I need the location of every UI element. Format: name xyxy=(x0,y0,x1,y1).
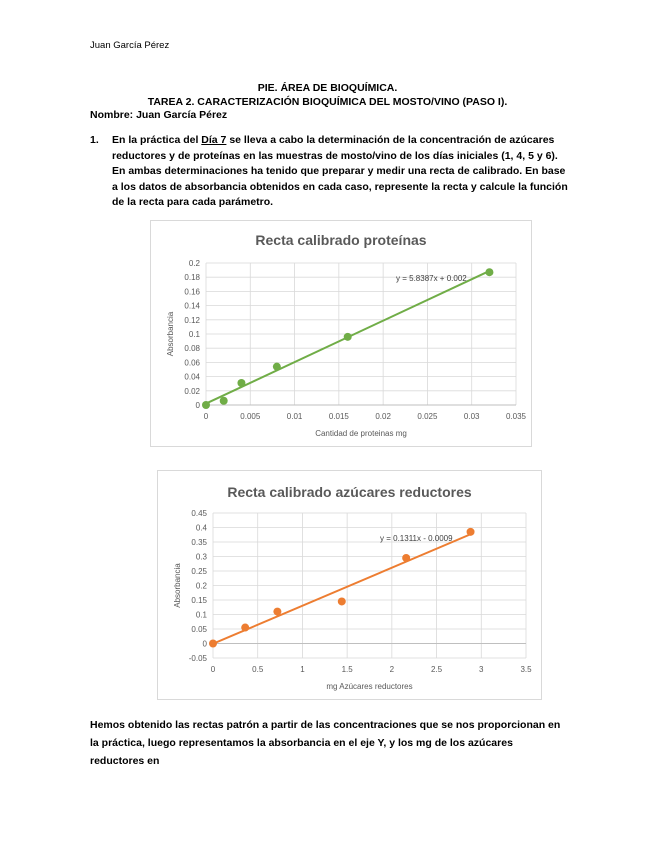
y-tick-label: 0.16 xyxy=(184,287,200,297)
page-header-author: Juan García Pérez xyxy=(90,40,170,51)
chart-proteinas xyxy=(150,220,532,447)
x-axis-label: mg Azúcares reductores xyxy=(326,682,413,691)
y-tick-label: 0.14 xyxy=(184,301,200,311)
x-tick-label: 2 xyxy=(389,665,395,674)
question-paragraph xyxy=(90,133,572,211)
y-tick-label: 0.15 xyxy=(191,596,207,605)
chart-proteinas-svg xyxy=(151,221,531,446)
footer-paragraph: Hemos obtenido las rectas patrón a partir de las concentraciones que se nos proporcionan en la práctica, luego representamos la absorbancia en el eje Y, y los mg de los azúcares reductores en xyxy=(90,719,561,767)
y-axis-label: Absorbancia xyxy=(173,563,182,608)
data-point xyxy=(338,597,346,605)
document-title: PIE. ÁREA DE BIOQUÍMICA. xyxy=(257,82,398,94)
x-tick-label: 0.025 xyxy=(417,412,438,421)
question-underlined-day: Día 7 xyxy=(201,134,227,146)
trendline-equation: y = 5.8387x + 0.002 xyxy=(396,274,467,283)
y-tick-label: 0.2 xyxy=(195,581,207,591)
x-tick-label: 1.5 xyxy=(341,665,353,674)
y-tick-label: 0.05 xyxy=(191,625,207,634)
student-name: Nombre: Juan García Pérez xyxy=(90,109,228,121)
data-point xyxy=(273,363,281,371)
x-axis-label: Cantidad de proteinas mg xyxy=(315,429,407,438)
y-axis-label: Absorbancia xyxy=(166,311,175,357)
x-tick-label: 1 xyxy=(300,665,305,674)
y-tick-label: 0 xyxy=(195,401,200,410)
chart-title: Recta calibrado azúcares reductores xyxy=(227,484,472,500)
y-tick-label: 0.1 xyxy=(195,610,207,620)
question-number: 1. xyxy=(90,134,99,146)
x-tick-label: 3.5 xyxy=(520,665,532,674)
y-tick-label: -0.05 xyxy=(188,654,207,663)
data-point xyxy=(202,401,210,409)
y-tick-label: 0.3 xyxy=(195,552,207,562)
data-point xyxy=(241,624,249,632)
question-text-before: En la práctica del xyxy=(112,134,202,146)
x-tick-label: 0.02 xyxy=(375,412,391,421)
chart-azucares-svg xyxy=(158,471,541,699)
trendline xyxy=(213,534,471,643)
y-tick-label: 0.35 xyxy=(191,538,207,547)
x-tick-label: 0 xyxy=(210,665,216,674)
data-point xyxy=(209,640,217,648)
data-point xyxy=(485,268,493,276)
y-tick-label: 0.06 xyxy=(184,358,200,368)
y-tick-label: 0.2 xyxy=(188,259,200,268)
x-tick-label: 2.5 xyxy=(431,665,443,674)
data-point xyxy=(220,397,228,405)
x-tick-label: 0.01 xyxy=(286,412,303,421)
trendline-equation: y = 0.1311x - 0.0009 xyxy=(380,534,453,543)
y-tick-label: 0.12 xyxy=(184,315,200,325)
y-tick-label: 0.45 xyxy=(191,509,207,518)
y-tick-label: 0.08 xyxy=(184,344,200,354)
y-tick-label: 0.25 xyxy=(191,567,207,576)
x-tick-label: 0.5 xyxy=(252,665,264,674)
data-point xyxy=(237,379,245,387)
y-tick-label: 0.04 xyxy=(184,372,200,382)
chart-azucares xyxy=(157,470,542,700)
y-tick-label: 0 xyxy=(202,639,207,649)
y-tick-label: 0.1 xyxy=(188,330,200,339)
data-point xyxy=(402,554,410,562)
y-tick-label: 0.18 xyxy=(184,273,200,283)
x-tick-label: 0.03 xyxy=(463,412,480,421)
data-point xyxy=(344,333,352,341)
x-tick-label: 0.005 xyxy=(240,412,261,421)
data-point xyxy=(273,608,281,616)
x-tick-label: 0.035 xyxy=(505,412,527,421)
y-tick-label: 0.02 xyxy=(184,386,200,396)
chart-title: Recta calibrado proteínas xyxy=(255,232,427,248)
document-subtitle: TAREA 2. CARACTERIZACIÓN BIOQUÍMICA DEL MOSTO/VINO (PASO I). xyxy=(147,96,508,108)
y-tick-label: 0.4 xyxy=(195,523,207,533)
x-tick-label: 0.015 xyxy=(328,412,349,421)
question-text-after: se lleva a cabo la determinación de la concentración de azúcares reductores y de proteínas en las muestras de mosto/vino de los días iniciales (1, 4, 5 y 6). En ambas determinaciones ha tenido que preparar y medir una recta de calibrado. En base a los datos de absorbancia obtenidos en cada caso, represente la recta y calcule la función de la recta para cada parámetro. xyxy=(112,134,568,208)
x-tick-label: 3 xyxy=(479,665,484,674)
data-point xyxy=(467,528,475,536)
x-tick-label: 0 xyxy=(203,412,209,421)
